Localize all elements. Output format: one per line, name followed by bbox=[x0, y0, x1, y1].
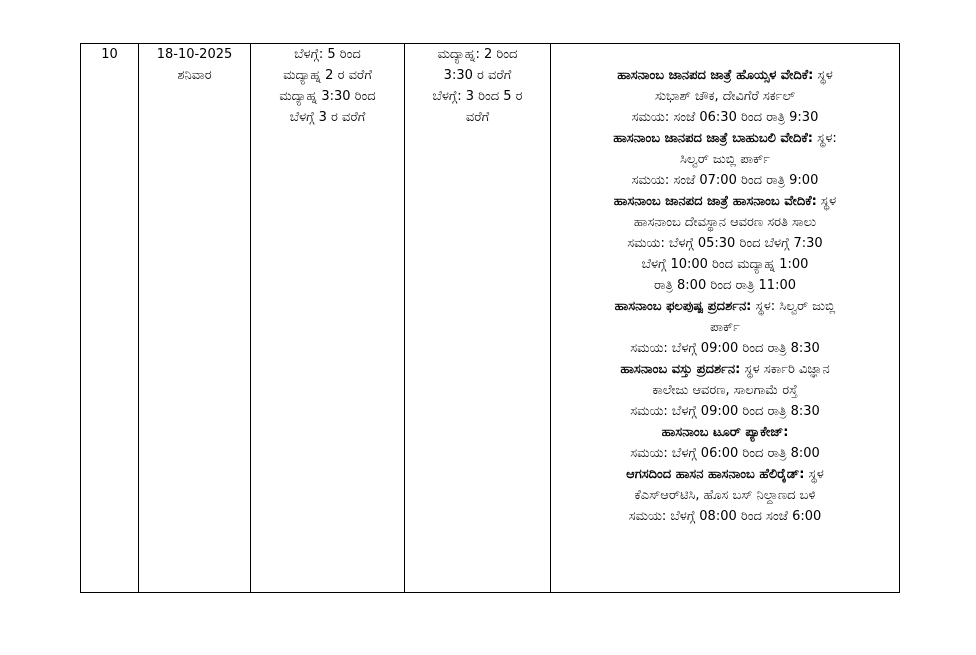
afternoon-line: 3:30 ರ ವರೆಗೆ bbox=[443, 68, 512, 83]
event-detail: ಹಾಸನಾಂಬ ದೇವಸ್ಥಾನ ಆವರಣ ಸರತಿ ಸಾಲು bbox=[633, 215, 817, 230]
afternoon-timing-cell bbox=[405, 44, 551, 593]
event-title: ಹಾಸನಾಂಬ ಜಾನಪದ ಜಾತ್ರೆ ಹಾಸನಾಂಬ ವೇದಿಕೆ: bbox=[613, 194, 817, 209]
event-title: ಹಾಸನಾಂಬ ಫಲಪುಷ್ಪ ಪ್ರದರ್ಶನ: bbox=[614, 299, 752, 314]
serial-number-cell bbox=[81, 44, 139, 593]
morning-line: ಬೆಳಗ್ಗೆ 3 ರ ವರೆಗೆ bbox=[289, 110, 366, 125]
event-detail: ರಾತ್ರಿ 8:00 ರಿಂದ ರಾತ್ರಿ 11:00 bbox=[653, 278, 796, 293]
day-text: ಶನಿವಾರ bbox=[177, 68, 212, 83]
event-heading-line bbox=[555, 359, 895, 380]
morning-line: ಬೆಳಗ್ಗೆ: 5 ರಿಂದ bbox=[294, 47, 361, 62]
afternoon-line: ಬೆಳಗ್ಗೆ: 3 ರಿಂದ 5 ರ bbox=[432, 89, 523, 104]
event-location-label: ಸ್ಥಳ bbox=[804, 467, 824, 482]
event-heading-line bbox=[555, 128, 895, 149]
date-text: 18-10-2025 bbox=[156, 47, 233, 62]
schedule-table bbox=[80, 43, 900, 593]
event-detail: ಸಮಯ: ಬೆಳಗ್ಗೆ 08:00 ರಿಂದ ಸಂಜೆ 6:00 bbox=[628, 509, 822, 524]
event-title: ಆಗಸದಿಂದ ಹಾಸನ ಹಾಸನಾಂಬ ಹೆಲಿರೈಡ್: bbox=[626, 467, 805, 482]
event-detail: ಸಮಯ: ಬೆಳಗ್ಗೆ 09:00 ರಿಂದ ರಾತ್ರಿ 8:30 bbox=[630, 404, 820, 419]
afternoon-line: ವರೆಗೆ bbox=[465, 110, 490, 125]
morning-line: ಮದ್ಯಾಹ್ನ 3:30 ರಿಂದ bbox=[279, 89, 376, 104]
event-location-label: ಸ್ಥಳ: bbox=[813, 131, 837, 146]
event-location-label: ಸ್ಥಳ ಸರ್ಕಾರಿ ವಿಜ್ಞಾನ bbox=[740, 362, 830, 377]
events-cell bbox=[551, 44, 900, 593]
event-title: ಹಾಸನಾಂಬ ಟೂರ್ ಪ್ಯಾಕೇಜ್: bbox=[661, 425, 789, 440]
event-heading-line bbox=[555, 191, 895, 212]
event-heading-line bbox=[555, 422, 895, 443]
event-title: ಹಾಸನಾಂಬ ಜಾನಪದ ಜಾತ್ರೆ ಹೊಯ್ಸಳ ವೇದಿಕೆ: bbox=[617, 68, 814, 83]
morning-line: ಮದ್ಯಾಹ್ನ 2 ರ ವರೆಗೆ bbox=[283, 68, 372, 83]
event-detail: ಸಮಯ: ಬೆಳಗ್ಗೆ 09:00 ರಿಂದ ರಾತ್ರಿ 8:30 bbox=[630, 341, 820, 356]
event-detail: ಸಮಯ: ಬೆಳಗ್ಗೆ 05:30 ರಿಂದ ಬೆಳಗ್ಗೆ 7:30 bbox=[627, 236, 823, 251]
event-detail: ಸುಭಾಶ್ ಚೌಕ, ದೇವಿಗೆರೆ ಸರ್ಕಲ್ bbox=[654, 89, 796, 104]
event-detail: ಸಮಯ: ಬೆಳಗ್ಗೆ 06:00 ರಿಂದ ರಾತ್ರಿ 8:00 bbox=[630, 446, 820, 461]
event-detail: ಪಾರ್ಕ್ bbox=[710, 320, 740, 335]
event-detail: ಸಮಯ: ಸಂಜೆ 06:30 ರಿಂದ ರಾತ್ರಿ 9:30 bbox=[631, 110, 819, 125]
event-detail: ಸಿಲ್ವರ್ ಜುಬ್ಲಿ ಪಾರ್ಕ್ bbox=[680, 152, 770, 167]
event-location-label: ಸ್ಥಳ bbox=[813, 68, 833, 83]
event-detail: ಸಮಯ: ಸಂಜೆ 07:00 ರಿಂದ ರಾತ್ರಿ 9:00 bbox=[631, 173, 819, 188]
event-title: ಹಾಸನಾಂಬ ವಸ್ತು ಪ್ರದರ್ಶನ: bbox=[620, 362, 741, 377]
date-cell bbox=[139, 44, 251, 593]
table-row bbox=[81, 44, 900, 593]
event-detail: ಕೆಎಸ್ಆರ್‌ಟಿಸಿ, ಹೊಸ ಬಸ್ ನಿಲ್ದಾಣದ ಬಳಿ bbox=[634, 488, 816, 503]
morning-timing-cell bbox=[251, 44, 405, 593]
event-location-label: ಸ್ಥಳ: ಸಿಲ್ವರ್ ಜುಬ್ಲಿ bbox=[751, 299, 836, 314]
event-heading-line bbox=[555, 296, 895, 317]
event-title: ಹಾಸನಾಂಬ ಜಾನಪದ ಜಾತ್ರೆ ಬಾಹುಬಲಿ ವೇದಿಕೆ: bbox=[613, 131, 814, 146]
event-heading-line bbox=[555, 65, 895, 86]
serial-number: 10 bbox=[101, 47, 118, 62]
event-detail: ಬೆಳಗ್ಗೆ 10:00 ರಿಂದ ಮದ್ಯಾಹ್ನ 1:00 bbox=[641, 257, 809, 272]
event-detail: ಕಾಲೇಜು ಆವರಣ, ಸಾಲಗಾಮೆ ರಸ್ತೆ bbox=[652, 383, 798, 398]
afternoon-line: ಮದ್ಯಾಹ್ನ: 2 ರಿಂದ bbox=[437, 47, 518, 62]
event-location-label: ಸ್ಥಳ bbox=[816, 194, 837, 209]
event-heading-line bbox=[555, 464, 895, 485]
